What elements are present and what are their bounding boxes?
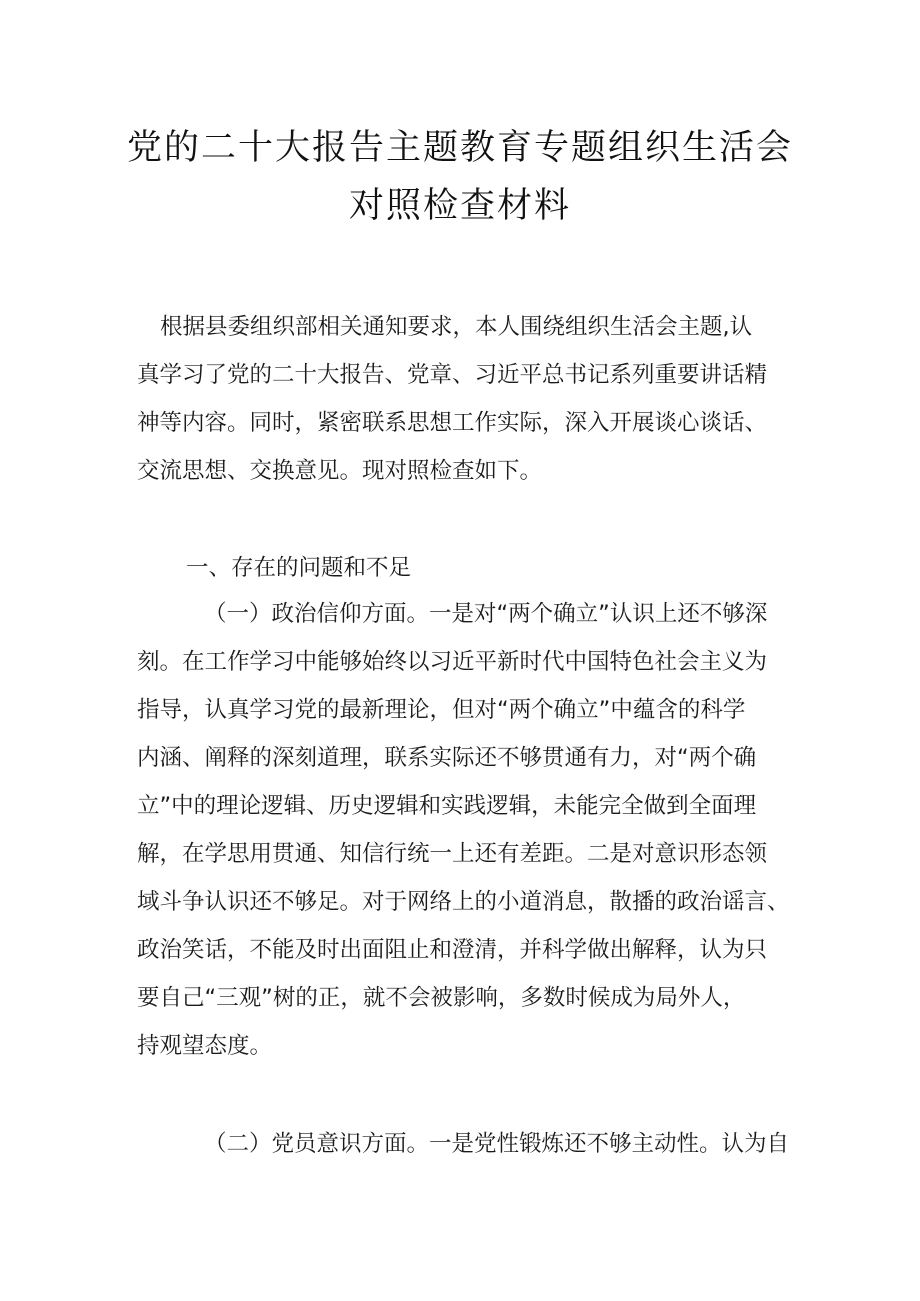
sub1-line-2: 刻。在工作学习中能够始终以习近平新时代中国特色社会主义为	[137, 649, 768, 675]
sub1-line-3: 指导，认真学习党的最新理论，但对“两个确立”中蕴含的科学	[137, 697, 746, 723]
intro-line-2: 真学习了党的二十大报告、党章、习近平总书记系列重要讲话精	[137, 362, 768, 388]
sub1-line-4: 内涵、阐释的深刻道理，联系实际还不够贯通有力，对“两个确	[137, 745, 757, 771]
document-title-line-2: 对照检查材料	[348, 186, 571, 226]
sub1-line-10: 持观望态度。	[137, 1033, 273, 1059]
sub1-line-5: 立”中的理论逻辑、历史逻辑和实践逻辑，未能完全做到全面理	[137, 793, 757, 819]
intro-line-3: 神等内容。同时，紧密联系思想工作实际，深入开展谈心谈话、	[137, 410, 768, 436]
sub2-line-1: （二）党员意识方面。一是党性锻炼还不够主动性。认为自	[204, 1131, 790, 1157]
sub1-line-9: 要自己“三观”树的正，就不会被影响，多数时候成为局外人，	[137, 985, 746, 1011]
sub1-line-8: 政治笑话，不能及时出面阻止和澄清，并科学做出解释，认为只	[137, 937, 768, 963]
intro-line-1: 根据县委组织部相关通知要求，本人围绕组织生活会主题,认	[160, 314, 753, 340]
section-heading: 一、存在的问题和不足	[186, 555, 412, 581]
intro-line-4: 交流思想、交换意见。现对照检查如下。	[137, 458, 543, 484]
document-title-line-1: 党的二十大报告主题教育专题组织生活会	[126, 128, 793, 168]
sub1-line-1: （一）政治信仰方面。一是对“两个确立”认识上还不够深	[204, 601, 768, 627]
sub1-line-6: 解，在学思用贯通、知信行统一上还有差距。二是对意识形态领	[137, 841, 768, 867]
sub1-line-7: 域斗争认识还不够足。对于网络上的小道消息，散播的政治谣言、	[137, 889, 790, 915]
